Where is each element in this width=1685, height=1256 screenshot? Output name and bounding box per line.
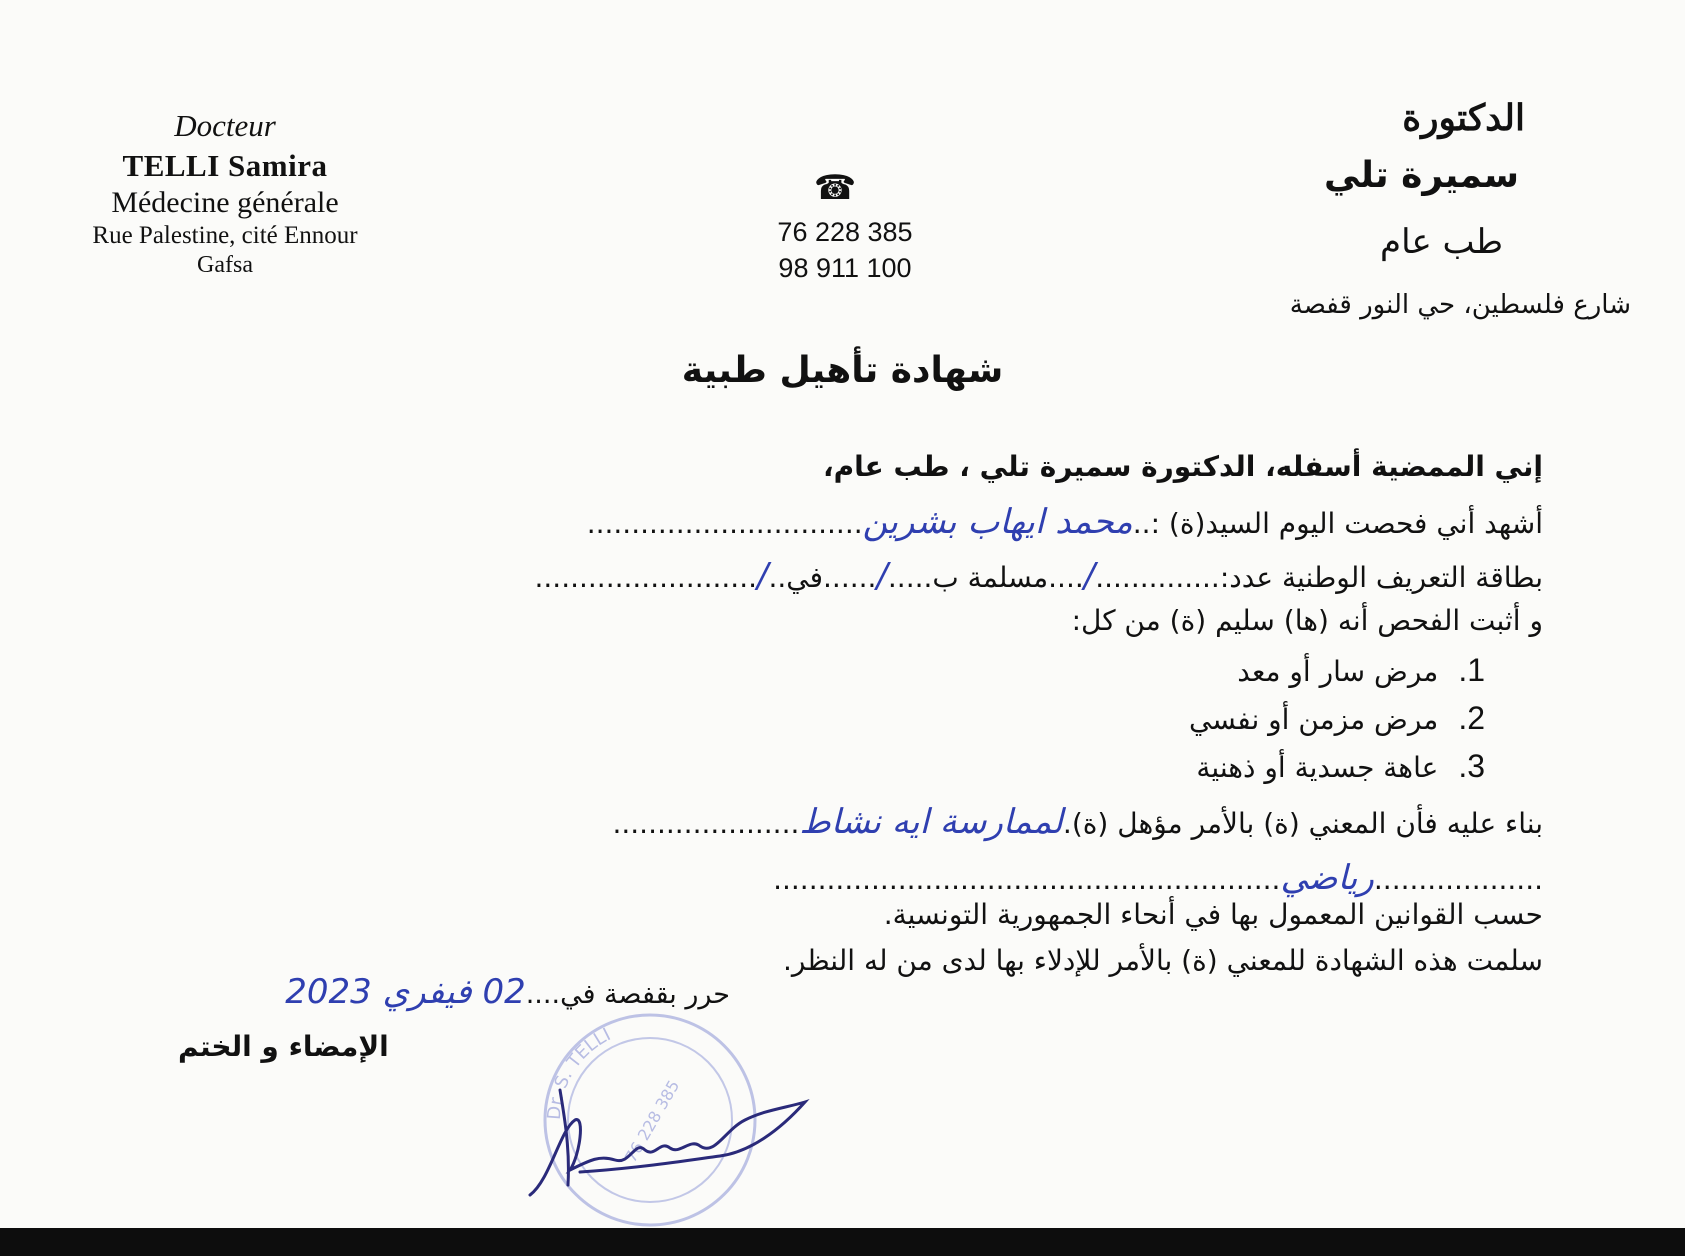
condition-item-2 [1189, 700, 1485, 737]
intro-doctor-name: سميرة تلي [979, 450, 1132, 483]
doctor-name-fr: TELLI Samira [122, 148, 328, 183]
condition-item-1 [1237, 652, 1485, 689]
id-card-value: / [1083, 556, 1096, 596]
issue-date: 02 فيفري 2023 [285, 972, 526, 1012]
doctor-header-ar [1005, 92, 1525, 276]
qualified-label: بناء عليه فأن المعني (ة) بالأمر مؤهل (ة) [1071, 807, 1543, 840]
telephone-icon: ☎ [813, 170, 857, 207]
laws-line: حسب القوانين المعمول بها في أنحاء الجمهورية التونسية. [883, 898, 1543, 931]
qualified-activity-2: رياضي [1280, 858, 1374, 898]
in-label: في [786, 561, 824, 594]
written-in-label: حرر بقفصة في [560, 979, 730, 1010]
issued-by-value: / [876, 556, 888, 596]
doctor-address-fr: Rue Palestine, cité Ennour [92, 222, 358, 249]
condition-number-3: 3. [1458, 748, 1485, 784]
examined-line: أشهد أني فحصت اليوم السيد(ة) :..محمد ايهاب بشرين............................... [586, 502, 1543, 542]
written-in-line: حرر بقفصة في....02 فيفري 2023 [285, 972, 730, 1012]
condition-text-3: عاهة جسدية أو ذهنية [1196, 751, 1439, 784]
id-card-line: بطاقة التعريف الوطنية عدد:............../....مسلمة ب...../......في../......................... [534, 556, 1543, 596]
doctor-title-fr: Docteur [174, 108, 276, 143]
examined-label: أشهد أني فحصت اليوم السيد(ة) : [1150, 507, 1543, 540]
phone-number-2: 98 911 100 [778, 253, 912, 283]
issued-by-label: مسلمة ب [932, 561, 1049, 594]
intro-prefix: إني الممضية أسفله، الدكتورة [1141, 450, 1543, 483]
intro-line [283, 450, 1543, 483]
condition-text-2: مرض مزمن أو نفسي [1188, 703, 1439, 736]
exam-result-line: و أثبت الفحص أنه (ها) سليم (ة) من كل: [1071, 604, 1543, 637]
doctor-name-ar: سميرة تلي [1323, 155, 1519, 196]
stamp-text: Dr. S. TELLI [543, 1024, 615, 1121]
signature-label: الإمضاء و الختم [178, 1030, 389, 1063]
qualified-activity: لممارسة ايه نشاط [799, 802, 1063, 842]
id-card-label: بطاقة التعريف الوطنية عدد: [1219, 561, 1543, 594]
phone-number-1: 76 228 385 [777, 217, 913, 247]
condition-item-3 [1196, 748, 1485, 785]
doctor-title-ar: الدكتورة [1402, 97, 1525, 139]
doctor-city-fr: Gafsa [197, 252, 253, 278]
condition-number-1: 1. [1458, 652, 1485, 688]
condition-number-2: 2. [1458, 700, 1485, 736]
stamp-phone: 76 228 385 [621, 1076, 684, 1166]
doctor-header-fr [60, 108, 390, 279]
doctor-specialty-ar: طب عام [1380, 222, 1503, 262]
scan-bottom-edge [0, 1228, 1685, 1256]
qualified-line: بناء عليه فأن المعني (ة) بالأمر مؤهل (ة).لممارسة ايه نشاط..................... [612, 802, 1543, 842]
qualified-continuation-line: ...................رياضي......................................................... [773, 858, 1543, 898]
condition-text-1: مرض سار أو معد [1237, 655, 1439, 688]
document-title: شهادة تأهيل طبية [681, 350, 1004, 391]
intro-suffix: ، طب عام، [822, 450, 970, 483]
handwritten-signature [520, 1060, 820, 1210]
doctor-specialty-fr: Médecine générale [111, 186, 339, 219]
doctor-address-ar: شارع فلسطين، حي النور قفصة [1289, 290, 1631, 320]
delivered-line: سلمت هذه الشهادة للمعني (ة) بالأمر للإدلاء بها لدى من له النظر. [782, 944, 1543, 977]
examined-patient-name: محمد ايهاب بشرين [862, 502, 1133, 542]
in-value: / [757, 556, 769, 596]
phone-block [740, 172, 930, 286]
